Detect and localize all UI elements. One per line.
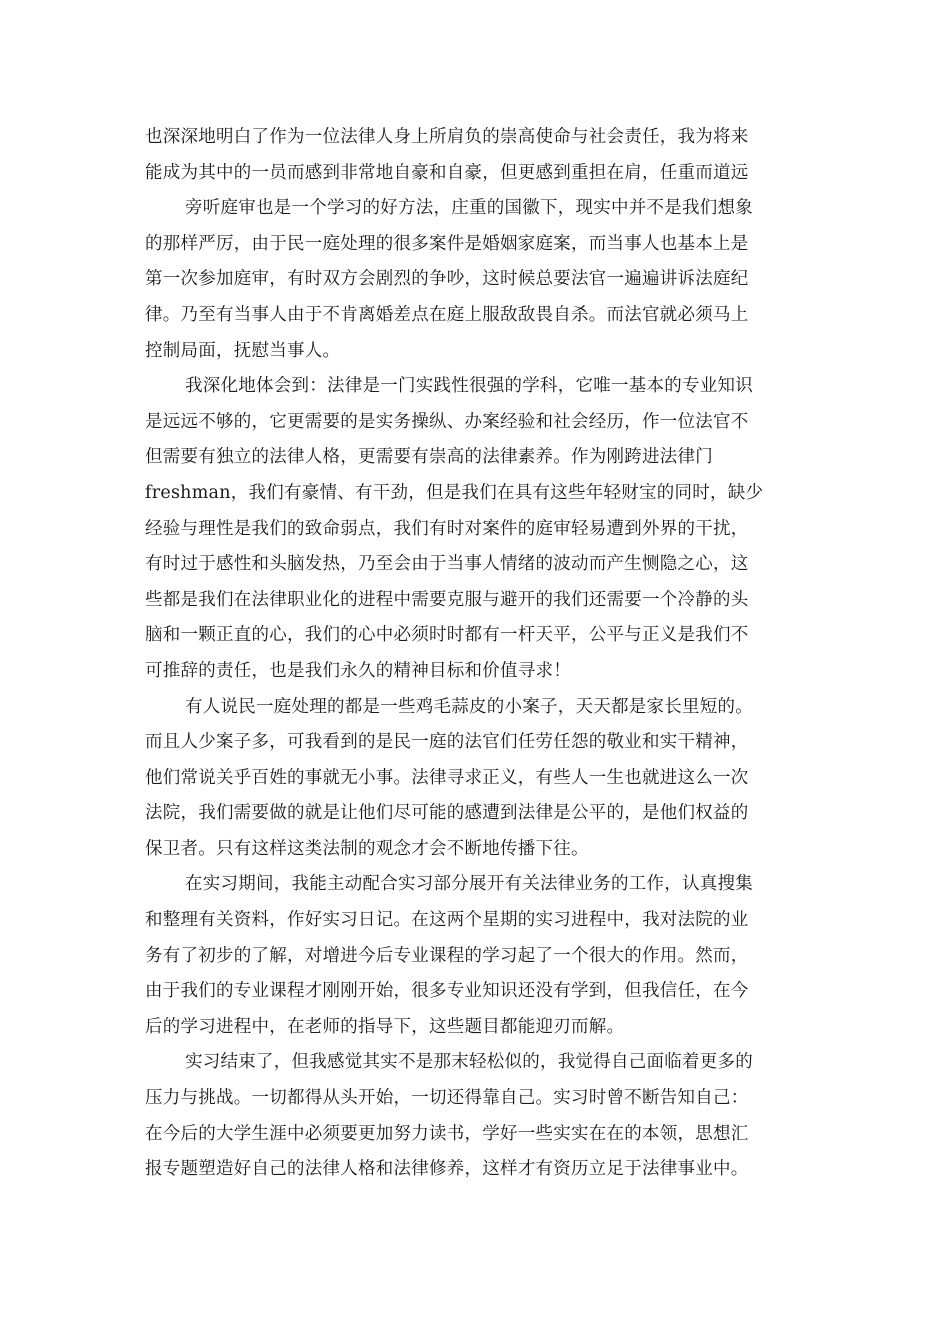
text-line: 在今后的大学生涯中必须要更加努力读书，学好一些实实在在的本领，思想汇 [145, 1123, 749, 1144]
text-line: 后的学习进程中，在老师的指导下，这些题目都能迎刃而解。 [145, 1016, 625, 1037]
text-line: 而且人少案子多，可我看到的是民一庭的法官们任劳任怨的敬业和实干精神， [145, 732, 749, 753]
text-line: 报专题塑造好自己的法律人格和法律修养，这样才有资历立足于法律事业中。 [145, 1159, 749, 1180]
text-line: 可推辞的责任，也是我们永久的精神目标和价值寻求！ [145, 660, 571, 681]
text-line: 的那样严厉，由于民一庭处理的很多案件是婚姻家庭案，而当事人也基本上是 [145, 233, 749, 254]
text-line: 律。乃至有当事人由于不肯离婚差点在庭上服敌敌畏自杀。而法官就必须马上 [145, 304, 749, 325]
text-line: 和整理有关资料，作好实习日记。在这两个星期的实习进程中，我对法院的业 [145, 910, 749, 931]
text-line: freshman，我们有豪情、有干劲，但是我们在具有这些年轻财宝的同时，缺少 [145, 482, 764, 503]
paragraph-first-line: 在实习期间，我能主动配合实习部分展开有关法律业务的工作，认真搜集 [185, 874, 753, 895]
text-line: 是远远不够的，它更需要的是实务操纵、办案经验和社会经历，作一位法官不 [145, 411, 749, 432]
text-line: 务有了初步的了解，对增进今后专业课程的学习起了一个很大的作用。然而， [145, 945, 749, 966]
text-line: 保卫者。只有这样这类法制的观念才会不断地传播下往。 [145, 838, 589, 859]
text-line: 有时过于感性和头脑发热，乃至会由于当事人情绪的波动而产生恻隐之心，这 [145, 554, 749, 575]
document-body [145, 120, 805, 1188]
text-line: 他们常说关乎百姓的事就无小事。法律寻求正义，有些人一生也就进这么一次 [145, 767, 749, 788]
text-line: 由于我们的专业课程才刚刚开始，很多专业知识还没有学到，但我信任，在今 [145, 981, 749, 1002]
text-line: 些都是我们在法律职业化的进程中需要克服与避开的我们还需要一个冷静的头 [145, 589, 749, 610]
text-line: 压力与挑战。一切都得从头开始，一切还得靠自己。实习时曾不断告知自己： [145, 1088, 749, 1109]
text-line: 经验与理性是我们的致命弱点，我们有时对案件的庭审轻易遭到外界的干扰， [145, 518, 749, 539]
text-line: 第一次参加庭审，有时双方会剧烈的争吵，这时候总要法官一遍遍讲诉法庭纪 [145, 269, 749, 290]
text-line: 法院，我们需要做的就是让他们尽可能的感遭到法律是公平的，是他们权益的 [145, 803, 749, 824]
text-line: 脑和一颗正直的心，我们的心中必须时时都有一杆天平，公平与正义是我们不 [145, 625, 749, 646]
text-line: 能成为其中的一员而感到非常地自豪和自豪，但更感到重担在肩，任重而道远 [145, 162, 749, 183]
text-line: 但需要有独立的法律人格，更需要有崇高的法律素养。作为刚跨进法律门 [145, 447, 713, 468]
paragraph-first-line: 实习结束了，但我感觉其实不是那末轻松似的，我觉得自己面临着更多的 [185, 1052, 753, 1073]
paragraph-first-line: 旁听庭审也是一个学习的好方法，庄重的国徽下，现实中并不是我们想象 [185, 198, 753, 219]
text-line: 也深深地明白了作为一位法律人身上所肩负的崇高使命与社会责任，我为将来 [145, 127, 749, 147]
paragraph-first-line: 我深化地体会到：法律是一门实践性很强的学科，它唯一基本的专业知识 [185, 376, 753, 397]
paragraph-first-line: 有人说民一庭处理的都是一些鸡毛蒜皮的小案子，天天都是家长里短的。 [185, 696, 753, 717]
text-line: 控制局面，抚慰当事人。 [145, 340, 341, 361]
